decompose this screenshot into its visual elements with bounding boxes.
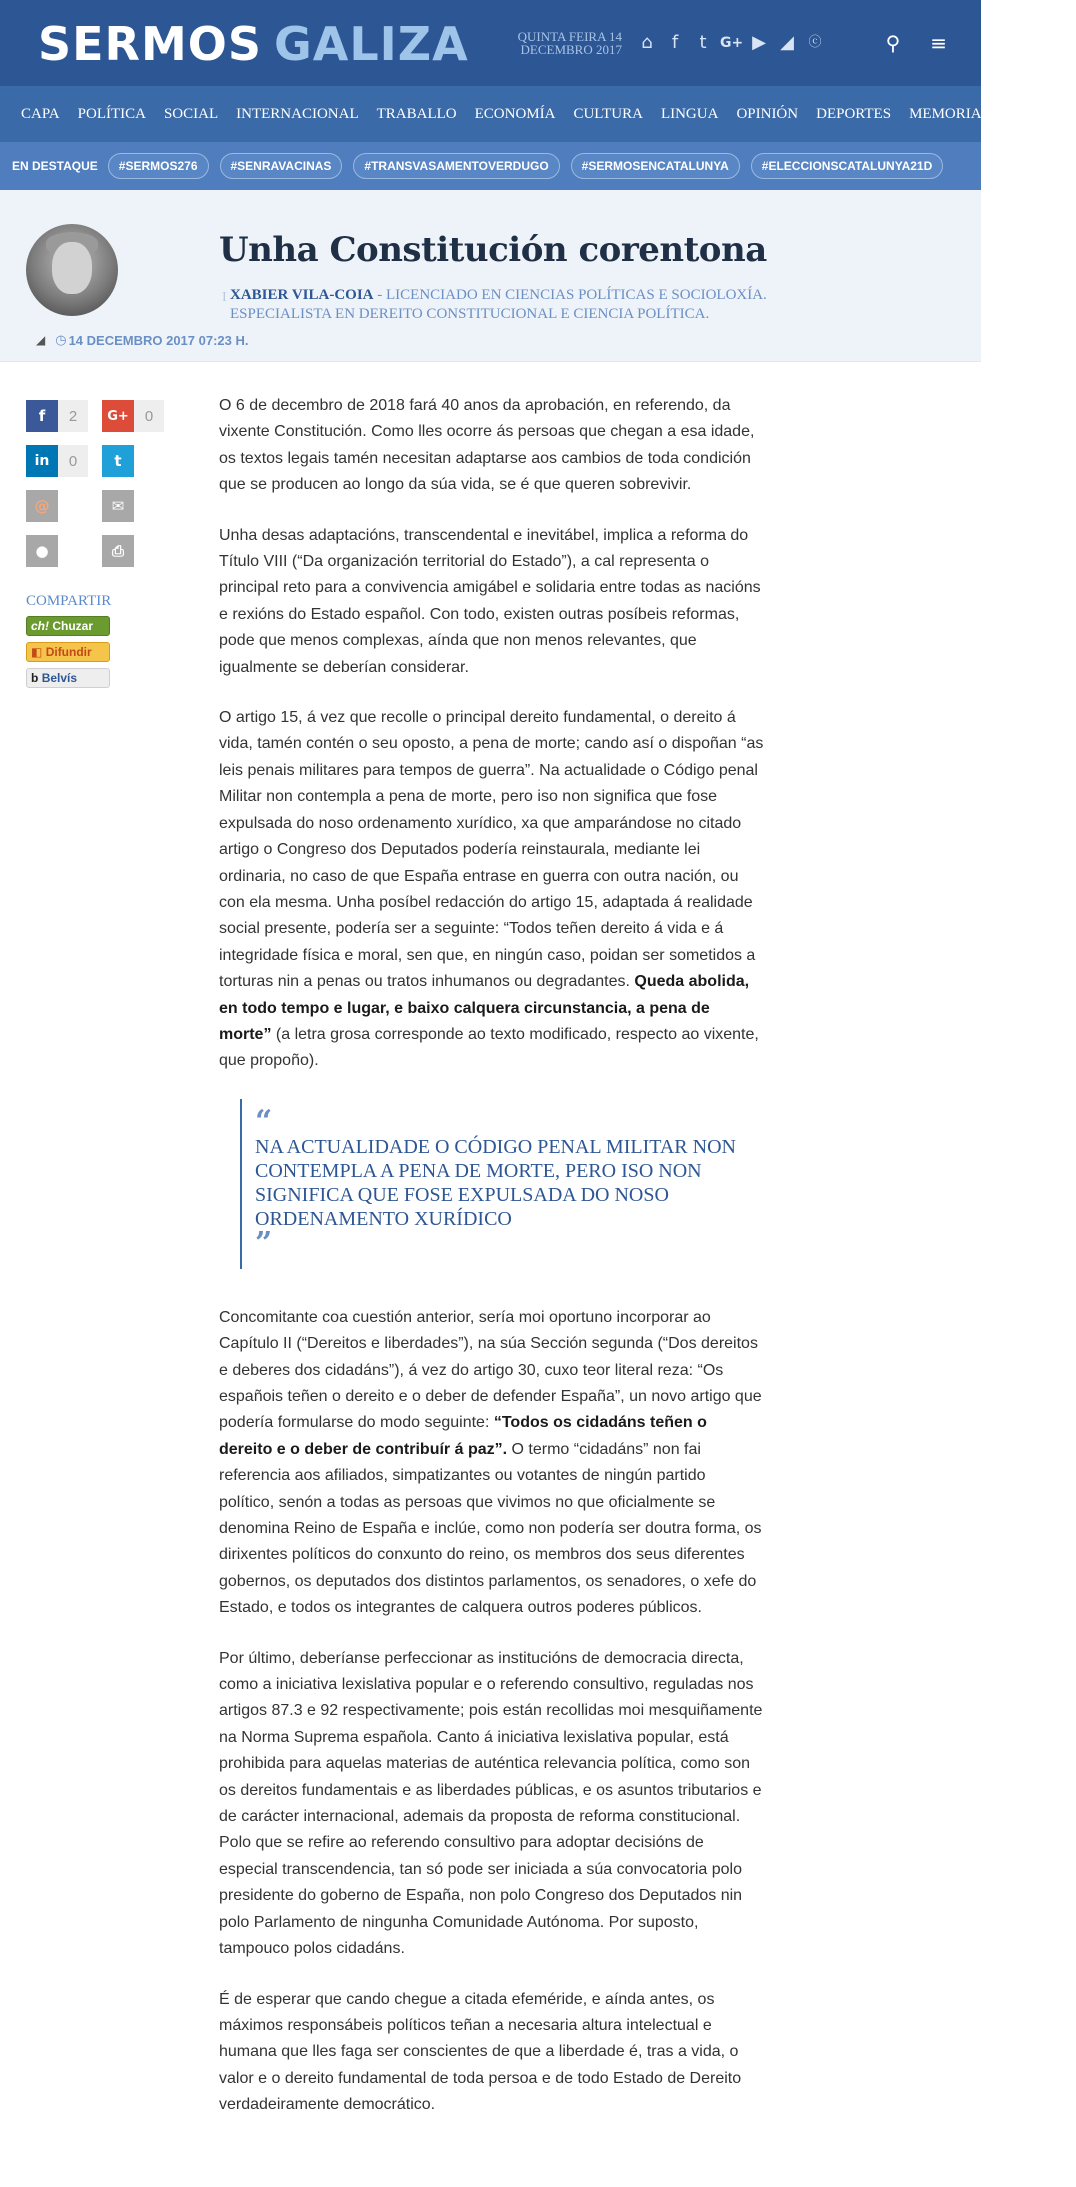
linkedin-icon: in — [26, 445, 58, 477]
avatar-face — [52, 242, 92, 294]
facebook-icon[interactable]: f — [671, 32, 679, 53]
nav-item-cultura[interactable]: CULTURA — [573, 105, 643, 122]
google-plus-icon: G+ — [102, 400, 134, 432]
author-avatar[interactable] — [26, 224, 118, 316]
difundir-label: Difundir — [45, 645, 92, 659]
email-share-button[interactable] — [102, 490, 164, 522]
tuenti-share-button[interactable] — [102, 445, 164, 477]
nav-item-deportes[interactable]: DEPORTES — [816, 105, 892, 122]
comment-icon: ● — [26, 535, 58, 567]
close-quote-icon: ” — [255, 1225, 273, 1261]
nav-item-memoria-e-historia[interactable]: MEMORIA E HISTORIA — [909, 105, 1068, 122]
print-button[interactable] — [102, 535, 164, 567]
envelope-icon: ✉ — [102, 490, 134, 522]
logo-part2: GALIZA — [273, 17, 469, 71]
nav-item-traballo[interactable]: TRABALLO — [376, 105, 457, 122]
article-paragraph: Por último, deberíanse perfeccionar as institucións de democracia directa, como a iniciativa lexislativa popular e o referendo consultivo, reguladas nos artigos 87.3 e 92 respectivamente; pois están recollidas moi mesquiñamente na Norma Suprema española. Canto á iniciativa lexislativa popular, está prohibida para aquelas materias de auténtica relevancia política, como son os dereitos fundamentais e as liberdades públicas, e os asuntos tributarios e de carácter internacional, ademais da proposta de reforma constitucional. Polo que se refire ao referendo consultivo para adoptar decisións de especial transcendencia, tan só pode ser iniciada a súa convocatoria polo presidente do goberno de España, non polo Congreso dos Deputados nin polo Parlamento de ningunha Comunidade Autónoma. Por suposto, tampouco polos cidadáns. — [219, 1649, 763, 1958]
article-title: Unha Constitución corentona — [219, 230, 767, 270]
nav-item-opinion[interactable]: OPINIÓN — [736, 105, 799, 122]
paragraph-bold-text: Queda abolida, en todo tempo e lugar, e baixo calquera circunstancia, a pena de morte” — [219, 973, 750, 1043]
main-nav — [0, 86, 1068, 142]
date-line2: DECEMBRO 2017 — [520, 42, 622, 57]
chuzar-logo-icon: ch! — [31, 619, 49, 633]
highlight-tag[interactable]: #SENRAVACINAS — [220, 153, 343, 179]
author-name[interactable]: XABIER VILA-COIA — [230, 287, 374, 303]
author-description: - LICENCIADO EN CIENCIAS POLÍTICAS E SOCIOLOXÍA. ESPECIALISTA EN DEREITO CONSTITUCIONAL E CIENCIA POLÍTICA. — [230, 287, 767, 322]
clock-icon: ◷ — [55, 332, 67, 347]
header-social-links — [636, 30, 826, 56]
facebook-share-button[interactable] — [26, 400, 88, 432]
article-date: 14 DECEMBRO 2017 07:23 H. — [68, 332, 249, 348]
author-bar-icon: I — [222, 290, 227, 305]
belvis-button[interactable] — [26, 668, 110, 688]
article-paragraph — [219, 1305, 764, 1622]
date-line1: QUINTA FEIRA 14 — [517, 29, 622, 44]
meneame-icon: @ — [26, 490, 58, 522]
google-plus-icon[interactable]: G+ — [720, 35, 744, 51]
article-paragraph: É de esperar que cando chegue a citada efeméride, e aínda antes, os máximos responsábeis políticos teñan a necesaria altura intelectual e humana que lles faga ser conscientes de que a liberdade é, tras a vida, o valor e o dereito fundamental de toda persoa e de todo Estado de Dereito verdadeiramente democrático. — [219, 1990, 742, 2114]
highlight-tag[interactable]: #SERMOS276 — [108, 153, 209, 179]
facebook-share-count: 2 — [58, 400, 88, 432]
share-column — [26, 400, 166, 688]
article-paragraph — [219, 705, 764, 1075]
paragraph-text: O artigo 15, á vez que recolle o principal dereito fundamental, o dereito á vida, tamén contén o seu oposto, a pena de morte; cando así o dispoñan “as leis penais militares para tempos de guerra”. Na actualidade o Código penal Militar non contempla a pena de morte, pero iso non significa que fose expulsada do noso ordenamento xurídico, xa que amparándose no citado artigo o Congreso dos Deputados podería reinstaurala, mediante lei ordinaria, no caso de que España entrase en guerra con outra nación, ou con ela mesma. Unha posíbel redacción do artigo 15, adaptada á realidade social presente, podería ser a seguinte: “Todos teñen dereito á vida e á integridade física e moral, sen que, en ningún caso, poidan ser sometidos a torturas nin a penas ou tratos inhumanos ou degradantes. — [219, 709, 764, 991]
belvis-label: Belvís — [41, 671, 78, 685]
nav-item-capa[interactable]: CAPA — [21, 105, 60, 122]
difundir-logo-icon: ◧ — [31, 645, 43, 659]
logo-part1: SERMOS — [38, 17, 262, 71]
pull-quote-text: NA ACTUALIDADE O CÓDIGO PENAL MILITAR NON CONTEMPLA A PENA DE MORTE, PERO ISO NON SIGNIFICA QUE FOSE EXPULSADA DO NOSO ORDENAMENTO XURÍDICO — [255, 1135, 736, 1230]
open-quote-icon: “ — [255, 1103, 273, 1139]
paragraph-text: Concomitante coa cuestión anterior, sería moi oportuno incorporar ao Capítulo II (“Dereitos e liberdades”), na súa Sección segunda (“Dos dereitos e deberes dos cidadáns”), á vez do artigo 30, cuxo teor literal reza: “Os españois teñen o dereito e o deber de defender España”, un novo artigo que podería formularse do modo seguinte: — [219, 1308, 762, 1432]
meneame-share-button[interactable] — [26, 490, 88, 522]
creative-commons-icon[interactable]: ⓒ — [808, 35, 822, 50]
compartir-label: COMPARTIR — [26, 593, 112, 609]
google-plus-share-button[interactable] — [102, 400, 164, 432]
paragraph-bold-text: “Todos os cidadáns teñen o dereito e o deber de contribuír á paz”. — [219, 1414, 707, 1458]
youtube-icon[interactable]: ▶ — [752, 32, 766, 53]
nav-item-internacional[interactable]: INTERNACIONAL — [236, 105, 359, 122]
paragraph-text: O termo “cidadáns” non fai referencia aos afiliados, simpatizantes ou votantes de ningún partido político, senón a todas as persoas que vivimos no que oficialmente se denomina Reino de España e inclúe, como non podería ser doutra forma, os dirixentes políticos do conxunto do reino, os membros dos seus diferentes gobernos, os deputados dos distintos parlamentos, os senadores, o xefe do Estado, e todos os integrantes de calquera outros poderes públicos. — [219, 1440, 762, 1617]
site-logo[interactable] — [38, 18, 469, 70]
rss-icon[interactable]: ◢ — [780, 32, 794, 53]
tuenti-icon: t — [102, 445, 134, 477]
highlight-tag[interactable]: #ELECCIONSCATALUNYA21D — [751, 153, 943, 179]
article-meta — [36, 332, 249, 348]
article-header — [0, 190, 981, 362]
rss-icon[interactable]: ◢ — [36, 333, 46, 347]
highlights-bar — [0, 142, 981, 190]
facebook-icon: f — [26, 400, 58, 432]
header-actions — [886, 30, 947, 56]
home-icon[interactable]: ⌂ — [641, 32, 653, 53]
linkedin-share-button[interactable] — [26, 445, 88, 477]
header-date — [510, 30, 622, 56]
nav-item-social[interactable]: SOCIAL — [163, 105, 219, 122]
linkedin-share-count: 0 — [58, 445, 88, 477]
chuzar-label: Chuzar — [52, 619, 94, 633]
article-body — [219, 393, 764, 2143]
site-header — [0, 0, 981, 86]
menu-icon[interactable]: ≡ — [930, 31, 947, 55]
author-info — [222, 286, 790, 324]
highlight-tag[interactable]: #TRANSVASAMENTOVERDUGO — [353, 153, 559, 179]
nav-item-politica[interactable]: POLÍTICA — [77, 105, 146, 122]
highlights-label: EN DESTAQUE — [12, 159, 98, 173]
nav-item-economia[interactable]: ECONOMÍA — [474, 105, 556, 122]
chuzar-button[interactable] — [26, 616, 110, 636]
search-icon[interactable]: ⚲ — [885, 31, 901, 55]
nav-item-lingua[interactable]: LINGUA — [660, 105, 719, 122]
belvis-logo-icon: b — [31, 671, 39, 685]
twitter-icon[interactable]: t — [699, 32, 707, 53]
article-paragraph: Unha desas adaptacións, transcendental e inevitábel, implica a reforma do Título VIII (“Da organización territorial do Estado”), a cal representa o principal reto para a convivencia amigábel e solidaria entre todas as nacións e rexións do Estado español. Con todo, existen outras posíbeis reformas, pode que menos complexas, aínda que non menos relevantes, que igualmente se deberían considerar. — [219, 526, 761, 676]
paragraph-text: (a letra grosa corresponde ao texto modificado, respecto ao vixente, que propoño). — [219, 1025, 759, 1070]
google-plus-share-count: 0 — [134, 400, 164, 432]
article-paragraph: O 6 de decembro de 2018 fará 40 anos da aprobación, en referendo, da vixente Constitución. Como lles ocorre ás persoas que chegan a esa idade, os textos legais tamén necesitan adaptarse aos cambios de toda condición que se producen ao longo da súa vida, se é que queren sobrevivir. — [219, 397, 755, 494]
comments-button[interactable] — [26, 535, 88, 567]
highlight-tag[interactable]: #SERMOSENCATALUNYA — [571, 153, 740, 179]
difundir-button[interactable] — [26, 642, 110, 662]
print-icon: ⎙ — [102, 535, 134, 567]
pull-quote — [240, 1099, 764, 1269]
